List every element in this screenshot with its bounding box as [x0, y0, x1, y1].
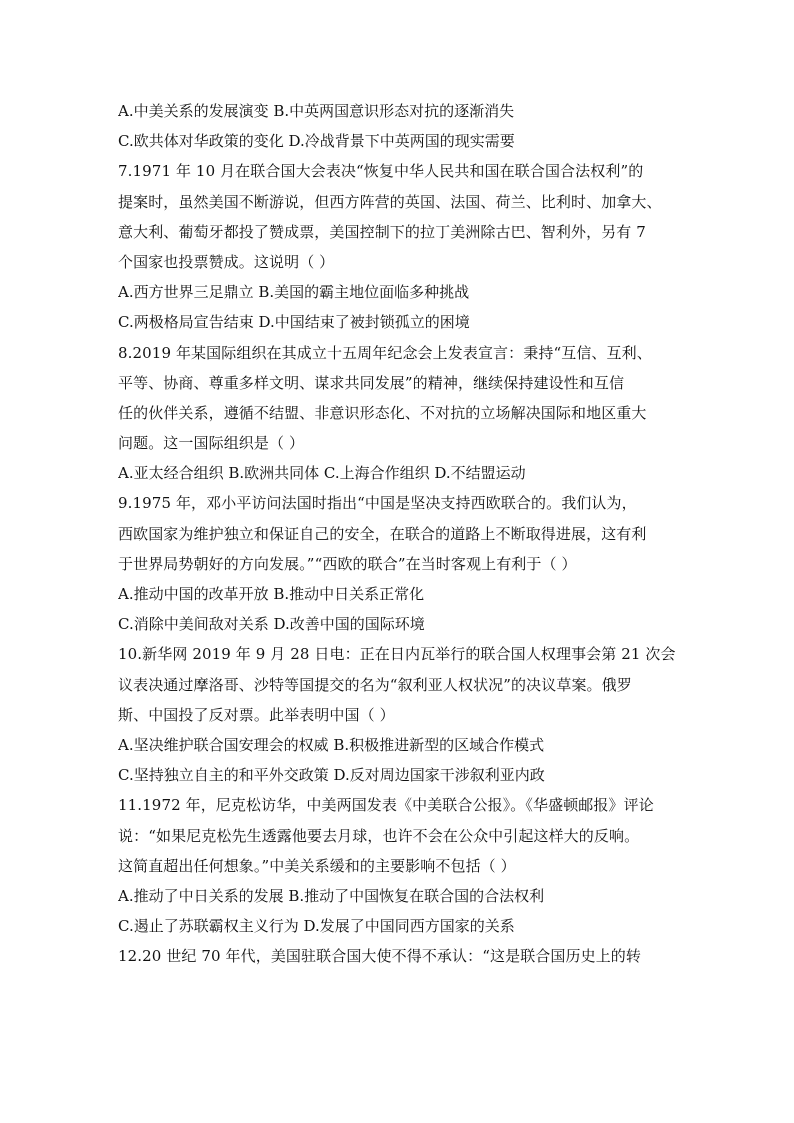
- question-12-text: 12.20 世纪 70 年代，美国驻联合国大使不得不承认：“这是联合国历史上的转: [118, 947, 642, 966]
- question-9-text: 西欧国家为维护独立和保证自己的安全，在联合的道路上不断取得进展，这有利: [118, 524, 647, 543]
- option-line: C.消除中美间敌对关系 D.改善中国的国际环境: [118, 615, 425, 634]
- question-8-text: 8.2019 年某国际组织在其成立十五周年纪念会上发表宣言：秉持“互信、互利、: [118, 343, 652, 362]
- question-7-text: 个国家也投票赞成。这说明（ ）: [118, 252, 335, 271]
- option-line: C.遏止了苏联霸权主义行为 D.发展了中国同西方国家的关系: [118, 917, 515, 936]
- question-11-text: 这简直超出任何想象。”中美关系缓和的主要影响不包括（ ）: [118, 856, 516, 875]
- question-8-text: 平等、协商、尊重多样文明、谋求共同发展”的精神，继续保持建设性和互信: [118, 373, 625, 392]
- question-7-text: 7.1971 年 10 月在联合国大会表决“恢复中华人民共和国在联合国合法权利”的: [118, 162, 644, 181]
- question-7-text: 意大利、葡萄牙都投了赞成票，美国控制下的拉丁美洲除古巴、智利外，另有 7: [118, 222, 646, 241]
- option-line: A.推动中国的改革开放 B.推动中日关系正常化: [118, 585, 425, 603]
- question-11-text: 说：“如果尼克松先生透露他要去月球，也许不会在公众中引起这样大的反响。: [118, 826, 640, 845]
- option-line: C.两极格局宣告结束 D.中国结束了被封锁孤立的困境: [118, 313, 470, 332]
- question-8-text: 任的伙伴关系，遵循不结盟、非意识形态化、不对抗的立场解决国际和地区重大: [118, 403, 647, 422]
- question-8-text: 问题。这一国际组织是（ ）: [118, 434, 305, 453]
- question-11-text: 11.1972 年，尼克松访华，中美两国发表《中美联合公报》。《华盛顿邮报》评论: [118, 796, 654, 815]
- option-line: C.坚持独立自主的和平外交政策 D.反对周边国家干涉叙利亚内政: [118, 766, 545, 785]
- option-line: A.中美关系的发展演变 B.中英两国意识形态对抗的逐渐消失: [118, 102, 515, 120]
- option-line: A.坚决维护联合国安理会的权威 B.积极推进新型的区域合作模式: [118, 735, 545, 754]
- option-line: A.推动了中日关系的发展 B.推动了中国恢复在联合国的合法权利: [118, 886, 545, 905]
- option-line: C.欧共体对华政策的变化 D.冷战背景下中英两国的现实需要: [118, 132, 515, 151]
- question-10-text: 议表决通过摩洛哥、沙特等国提交的名为“叙利亚人权状况”的决议草案。俄罗: [118, 675, 632, 694]
- document-page: [118, 96, 676, 971]
- question-10-text: 10.新华网 2019 年 9 月 28 日电：正在日内瓦举行的联合国人权理事会第 21 次会: [118, 645, 676, 664]
- question-9-text: 于世界局势朝好的方向发展。”“西欧的联合”在当时客观上有利于（ ）: [118, 554, 577, 573]
- question-9-text: 9.1975 年，邓小平访问法国时指出“中国是坚决支持西欧联合的。我们认为，: [118, 494, 637, 513]
- option-line: A.亚太经合组织 B.欧洲共同体 C.上海合作组织 D.不结盟运动: [118, 464, 526, 483]
- question-10-text: 斯、中国投了反对票。此举表明中国（ ）: [118, 705, 395, 724]
- option-line: A.西方世界三足鼎立 B.美国的霸主地位面临多种挑战: [118, 283, 470, 302]
- question-7-text: 提案时，虽然美国不断游说，但西方阵营的英国、法国、荷兰、比利时、加拿大、: [118, 192, 662, 211]
